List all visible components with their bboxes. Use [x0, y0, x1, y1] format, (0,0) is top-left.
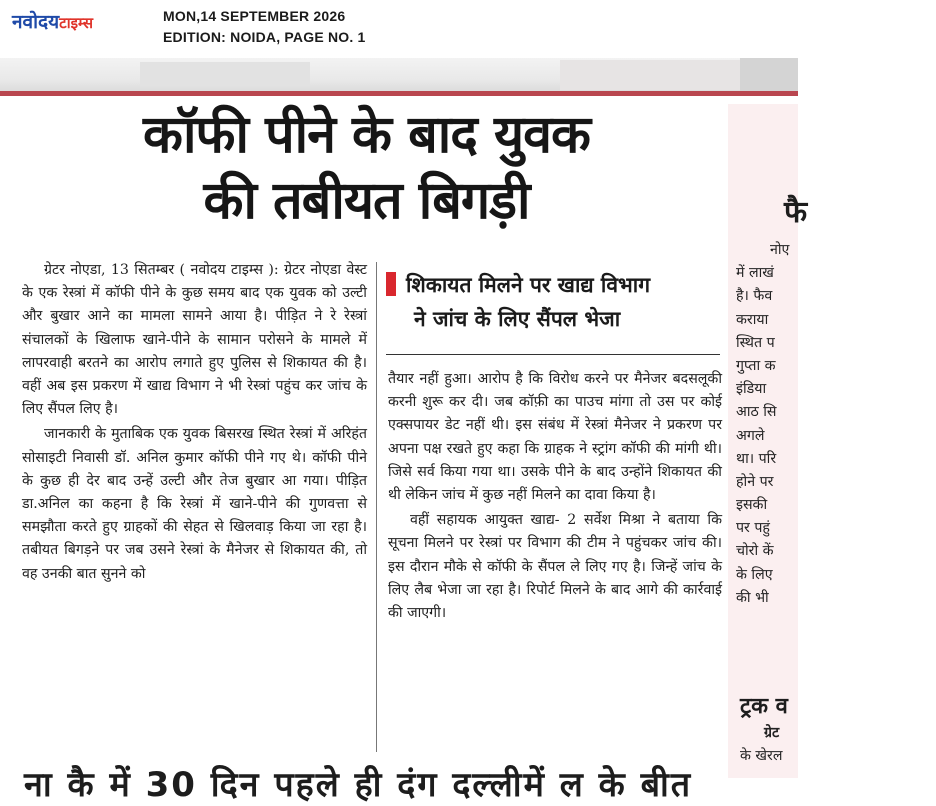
side-article-headline: फै [784, 195, 808, 230]
scanned-page-top-strip [0, 58, 798, 94]
side-text-line: है। फैव [736, 288, 773, 305]
next-article-headline-cropped [14, 758, 714, 805]
article-paragraph: ग्रेटर नोएडा, 13 सितम्बर ( नवोदय टाइम्स ): ग्रेटर नोएडा वेस्ट के एक रेस्त्रां में कॉफी पीने के कुछ समय बाद एक युवक को उल्टी और बुखार आने का मामला सामने आया है। पीड़ित ने रे रेस्त्रां संचालकों के खिलाफ खाने-पीने के सामान परोसने के मामले में लापरवाही बरतने का आरोप लगाते हुए पुलिस से शिकायत की है। वहीं अब इस प्रकरण में खाद्य विभाग ने भी रेस्त्रां पहुंच कर जांच के लिए सैंपल लिए है। [22, 262, 367, 418]
side-text-line: था। परि [736, 450, 777, 467]
side-text-line: अगले [736, 427, 765, 444]
side-text-line: गुप्ता क [736, 357, 776, 374]
headline-line-2: की तबीयत बिगड़ी [203, 171, 530, 231]
article-column-2 [388, 368, 722, 625]
side-text-line: नोए [770, 242, 790, 258]
side-text-line: स्थित प [736, 334, 775, 351]
side-text-line: पर पहुं [736, 520, 770, 537]
side-text-line: की भी [736, 589, 769, 606]
cropped-headline-text: ना कै में 30 दिन पहले ही दंग दल्लीमें ल के बीत [24, 765, 693, 805]
article-column-1 [22, 259, 367, 586]
side-text-line: ग्रेट [764, 725, 780, 741]
section-divider [0, 91, 798, 96]
side-text-line: चोरो कें [736, 543, 774, 560]
red-bullet-icon [386, 272, 396, 296]
side-article [728, 104, 808, 778]
side-text-line: कराया [736, 311, 769, 328]
article-subheading [386, 268, 726, 336]
logo-main-text: नवोदय [12, 11, 60, 33]
side-text-line: इसकी [736, 497, 768, 514]
issue-date: MON,14 SEPTEMBER 2026 [163, 8, 346, 24]
side-text-line: इंडिया [736, 381, 767, 398]
column-divider [376, 262, 377, 752]
side-text-line: में लाखं [736, 265, 774, 282]
logo-sub-text: टाइम्स [59, 14, 93, 32]
article-paragraph: जानकारी के मुताबिक एक युवक बिसरख स्थित रेस्त्रां में अरिहंत सोसाइटी निवासी डॉ. अनिल कुमार कॉफी पीने गए थे। कॉफी पीने के कुछ ही देर बाद उन्हें उल्टी और तेज बुखार आ गया। पीड़ित डा.अनिल का कहना है कि रेस्त्रां में खाने-पीने की गुणवत्ता से समझौता करते हुए ग्राहकों की सेहत से खिलवाड़ किया जा रहा है। तबीयत बिगड़ने पर जब उसने रेस्त्रां के मैनेजर से शिकायत की, तो वह उनकी बात सुनने को [22, 426, 367, 582]
article-paragraph: वहीं सहायक आयुक्त खाद्य- 2 सर्वेश मिश्रा ने बताया कि सूचना मिलने पर रेस्त्रां पर विभाग की टीम ने पहुंचकर जांच की। इस दौरान मौके से कॉफी के सैंपल ले लिए गए है। जिन्हें जांच के लिए लैब भेजा जा रहा है। रिपोर्ट मिलने के बाद आगे की कार्रवाई की जाएगी। [388, 512, 722, 622]
article-headline [14, 102, 719, 234]
side-text-line: के लिए [736, 566, 773, 583]
side-second-headline: ट्रक व [740, 694, 788, 719]
subheading-line-1: शिकायत मिलने पर खाद्य विभाग [406, 273, 651, 297]
side-article-text [736, 239, 936, 610]
edition-info: EDITION: NOIDA, PAGE NO. 1 [163, 29, 366, 45]
side-text-line: के खेरल [740, 748, 783, 765]
subheading-rule [386, 354, 720, 355]
subheading-line-2: ने जांच के लिए सैंपल भेजा [414, 307, 621, 331]
headline-line-1: कॉफी पीने के बाद युवक [143, 105, 590, 165]
side-second-text [740, 722, 782, 768]
side-text-line: आठ सि [736, 404, 777, 421]
side-text-line: होने पर [736, 473, 774, 490]
article-paragraph: तैयार नहीं हुआ। आरोप है कि विरोध करने पर मैनेजर बदसलूकी करनी शुरू कर दी। जब कॉफ़ी का पाउच मांगा तो उस पर कोई एक्सपायर डेट नहीं थी। इस संबंध में रेस्त्रां मैनेजर ने प्रकरण पर अपना पक्ष रखते हुए कहा कि ग्राहक ने स्ट्रांग कॉफी की मांगी थी। जिसे सर्व किया गया था। उसके पीने के बाद उन्होंने शिकायत की थी लेकिन जांच में कुछ नहीं मिलने का दावा किया है। [388, 371, 722, 504]
newspaper-logo[interactable] [12, 8, 93, 34]
masthead [0, 0, 798, 58]
